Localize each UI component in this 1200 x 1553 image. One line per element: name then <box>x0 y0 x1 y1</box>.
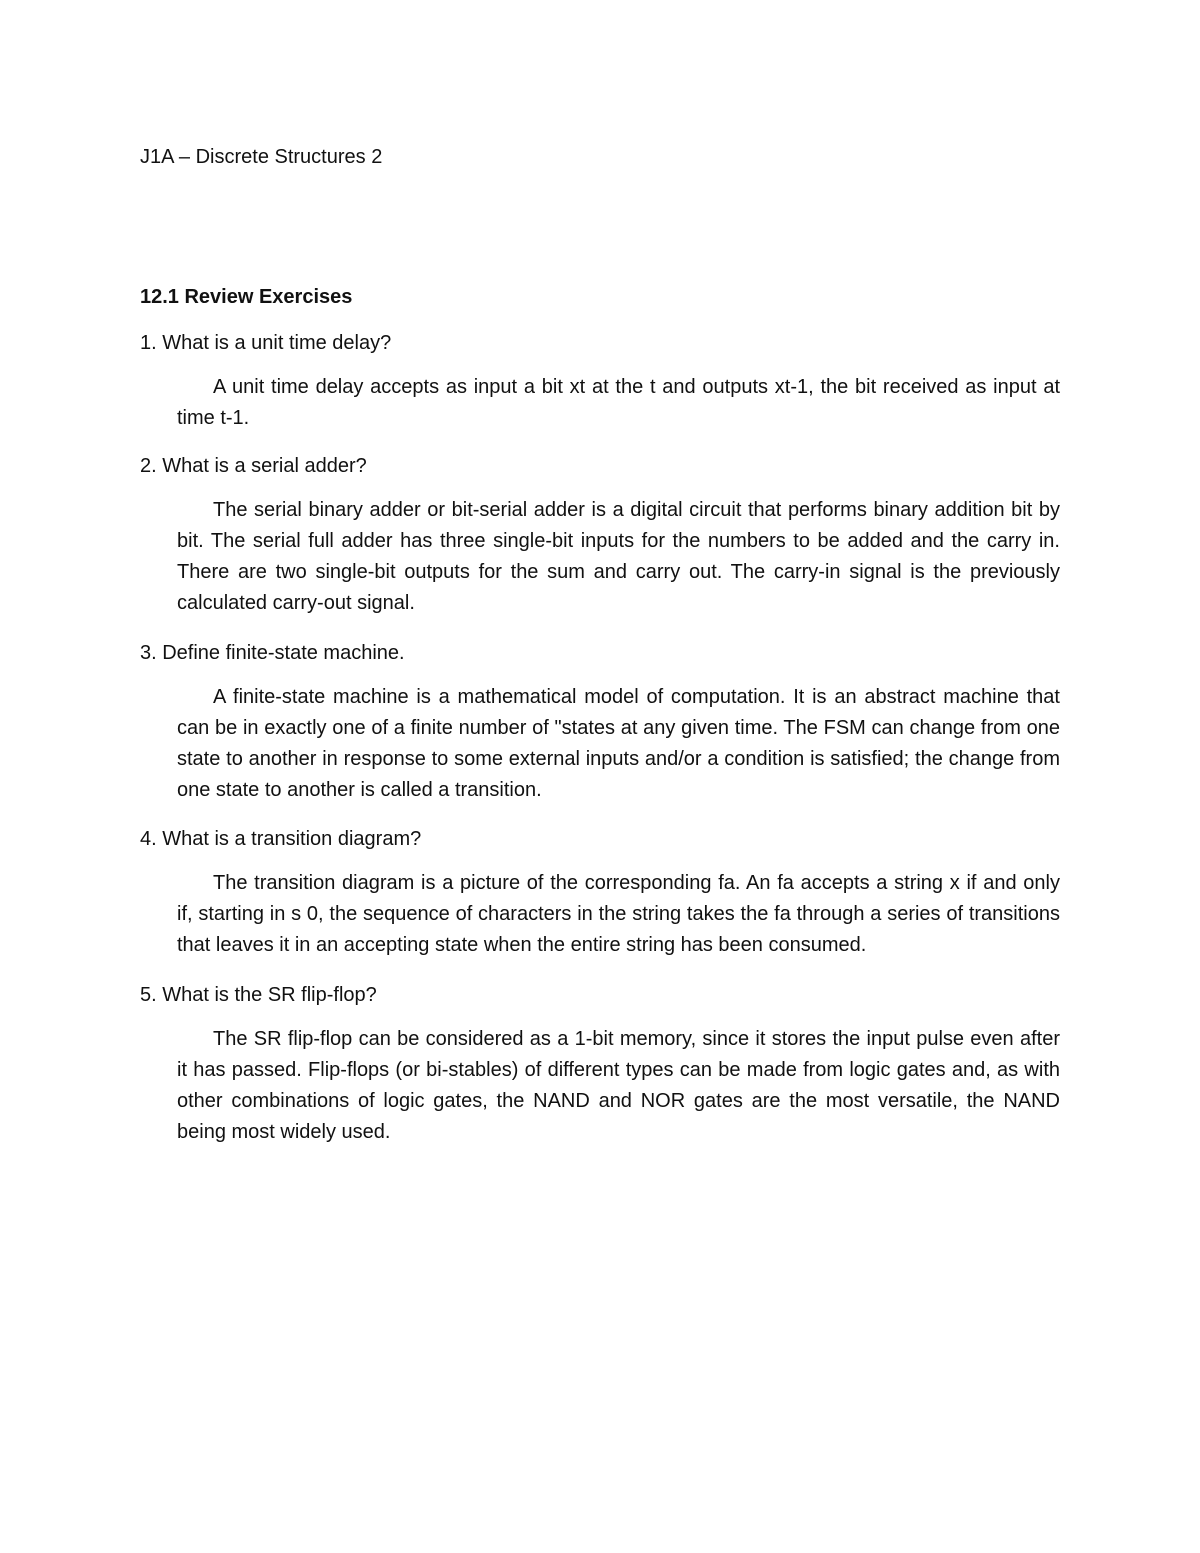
section-title: 12.1 Review Exercises <box>140 286 353 308</box>
answer-1: A unit time delay accepts as input a bit xt at the t and outputs xt-1, the bit received as input at time t-1. <box>177 376 1060 429</box>
exercise-1 <box>140 328 1060 434</box>
question-3: 3. Define finite-state machine. <box>140 642 405 664</box>
question-2: 2. What is a serial adder? <box>140 455 367 477</box>
exercise-3 <box>140 638 1060 806</box>
question-1: 1. What is a unit time delay? <box>140 332 392 354</box>
answer-2: The serial binary adder or bit-serial adder is a digital circuit that performs binary addition bit by bit. The serial full adder has three single-bit inputs for the numbers to be added and the carry in. There are two single-bit outputs for the sum and carry out. The carry-in signal is the previously calculated carry-out signal. <box>177 499 1060 614</box>
answer-3: A finite-state machine is a mathematical model of computation. It is an abstract machine that can be in exactly one of a finite number of "states at any given time. The FSM can change from one state to another in response to some external inputs and/or a condition is satisfied; the change from one state to another is called a transition. <box>177 686 1060 801</box>
course-title: J1A – Discrete Structures 2 <box>140 146 383 168</box>
answer-4: The transition diagram is a picture of the corresponding fa. An fa accepts a string x if and only if, starting in s 0, the sequence of characters in the string takes the fa through a series of transitions that leaves it in an accepting state when the entire string has been consumed. <box>177 872 1060 956</box>
exercise-5 <box>140 980 1060 1148</box>
answer-5: The SR flip-flop can be considered as a 1-bit memory, since it stores the input pulse even after it has passed. Flip-flops (or bi-stables) of different types can be made from logic gates and, as with other combinations of logic gates, the NAND and NOR gates are the most versatile, the NAND being most widely used. <box>177 1028 1060 1143</box>
question-5: 5. What is the SR flip-flop? <box>140 984 377 1006</box>
exercise-2 <box>140 451 1060 619</box>
question-4: 4. What is a transition diagram? <box>140 828 422 850</box>
exercise-4 <box>140 824 1060 961</box>
